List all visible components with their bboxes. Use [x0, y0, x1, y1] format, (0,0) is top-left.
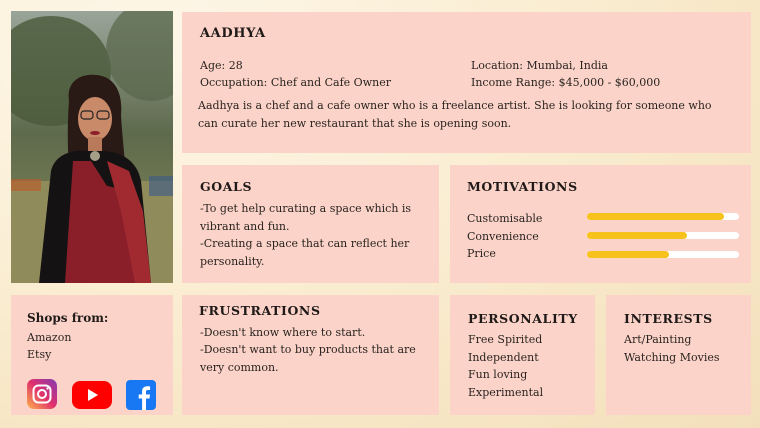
personality-title: PERSONALITY: [468, 311, 578, 326]
personality-item: Fun loving: [468, 368, 528, 381]
youtube-icon[interactable]: [72, 381, 112, 409]
profile-card: [182, 12, 751, 153]
motivation-bar: [587, 251, 739, 258]
personality-item: Experimental: [468, 386, 544, 399]
frustration-item: -Doesn't want to buy products that are very common.: [200, 343, 416, 374]
frustrations-title: FRUSTRATIONS: [199, 303, 321, 318]
motivation-label: Convenience: [467, 230, 539, 243]
shops-card: [11, 295, 173, 415]
motivations-title: MOTIVATIONS: [467, 179, 578, 194]
shop-item: Amazon: [27, 331, 72, 344]
instagram-icon[interactable]: [27, 379, 57, 409]
interests-title: INTERESTS: [624, 311, 713, 326]
shop-item: Etsy: [27, 348, 52, 361]
persona-income: Income Range: $45,000 - $60,000: [471, 76, 661, 89]
persona-photo: [11, 11, 173, 283]
motivation-bar: [587, 232, 739, 239]
persona-location: Location: Mumbai, India: [471, 59, 608, 72]
shops-title: Shops from:: [27, 311, 109, 325]
frustrations-card: [182, 295, 439, 415]
interests-card: [606, 295, 751, 415]
motivation-label: Customisable: [467, 212, 543, 225]
goals-title: GOALS: [200, 179, 253, 194]
facebook-icon[interactable]: [126, 380, 156, 410]
motivations-card: [450, 165, 751, 283]
motivation-bar-fill: [587, 232, 687, 239]
motivation-label: Price: [467, 247, 496, 260]
motivation-bar-fill: [587, 251, 669, 258]
persona-bio: Aadhya is a chef and a cafe owner who is a freelance artist. She is looking for someone who can curate her new restaurant that she is opening soon.: [198, 99, 712, 130]
persona-occupation: Occupation: Chef and Cafe Owner: [200, 76, 391, 89]
personality-card: [450, 295, 595, 415]
goals-item: -Creating a space that can reflect her personality.: [200, 237, 410, 268]
interest-item: Art/Painting: [624, 333, 692, 346]
goals-item: -To get help curating a space which is vibrant and fun.: [200, 202, 412, 233]
motivation-bar-fill: [587, 213, 724, 220]
persona-age: Age: 28: [200, 59, 243, 72]
persona-name: AADHYA: [200, 26, 266, 41]
personality-item: Independent: [468, 351, 539, 364]
interest-item: Watching Movies: [624, 351, 720, 364]
frustration-item: -Doesn't know where to start.: [200, 326, 366, 339]
goals-card: [182, 165, 439, 283]
persona-photo-art: [11, 11, 173, 283]
motivation-bar: [587, 213, 739, 220]
personality-item: Free Spirited: [468, 333, 543, 346]
